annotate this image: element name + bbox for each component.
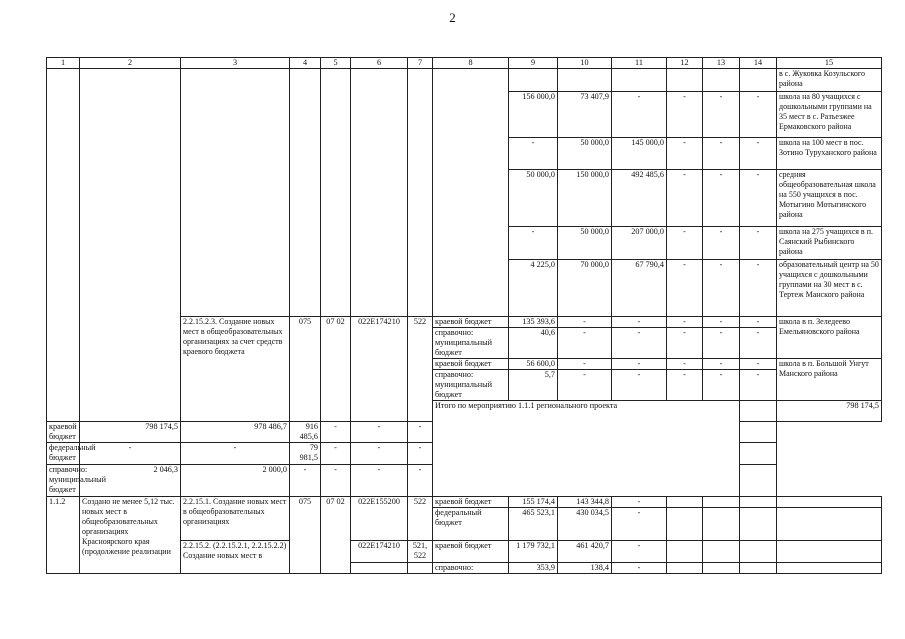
cell-empty — [433, 69, 509, 317]
value-cell: 353,9 — [509, 563, 558, 574]
cell-empty — [777, 563, 882, 574]
code-cell: 075 — [290, 497, 321, 574]
col-header: 8 — [433, 58, 509, 69]
result-cell: школа на 100 мест в пос. Зотино Туруханского района — [777, 138, 882, 170]
value-cell: - — [703, 317, 740, 328]
value-cell: - — [509, 227, 558, 260]
cell-empty — [667, 541, 703, 563]
code-cell: 022Е174210 — [351, 541, 408, 563]
value-cell: - — [509, 138, 558, 170]
value-cell: - — [703, 227, 740, 260]
result-cell: школа в п. Большой Унгут Манского района — [777, 359, 882, 401]
cell-empty — [740, 443, 777, 465]
budget-source: федеральный бюджет — [47, 443, 80, 465]
code-cell: 522 — [408, 317, 433, 422]
value-cell: 4 225,0 — [509, 260, 558, 317]
budget-source: краевой бюджет — [433, 541, 509, 563]
result-cell: школа на 275 учащихся в п. Саянский Рыбинского района — [777, 227, 882, 260]
value-cell: 50 000,0 — [558, 227, 612, 260]
budget-source: справочно: муниципальный бюджет — [433, 370, 509, 401]
cell-empty — [290, 69, 321, 317]
result-cell: школа в п. Зеледеево Емельяновского района — [777, 317, 882, 359]
cell-empty — [703, 497, 740, 508]
value-cell: - — [667, 227, 703, 260]
cell-empty — [703, 563, 740, 574]
code-cell: 075 — [290, 317, 321, 422]
col-header: 13 — [703, 58, 740, 69]
value-cell: - — [740, 227, 777, 260]
item-number: 1.1.2 — [47, 497, 80, 574]
budget-source: краевой бюджет — [433, 359, 509, 370]
value-cell — [667, 69, 703, 92]
budget-source: федеральный бюджет — [433, 508, 509, 541]
col-header: 9 — [509, 58, 558, 69]
value-cell: 207 000,0 — [612, 227, 667, 260]
cell-empty — [777, 497, 882, 508]
budget-source: краевой бюджет — [433, 497, 509, 508]
col-header: 1 — [47, 58, 80, 69]
value-cell: - — [740, 138, 777, 170]
cell-empty — [47, 69, 80, 422]
value-cell: - — [740, 170, 777, 227]
value-cell: - — [321, 465, 351, 497]
result-cell: школа на 80 учащихся с дошкольными группами на 35 мест в с. Разъезжее Ермаковского района — [777, 92, 882, 138]
cell-empty — [667, 563, 703, 574]
value-cell: - — [351, 422, 408, 443]
col-header: 11 — [612, 58, 667, 69]
table-row — [47, 497, 882, 508]
cell-empty — [740, 465, 777, 497]
value-cell: 461 420,7 — [558, 541, 612, 563]
value-cell: - — [321, 422, 351, 443]
value-cell: - — [612, 508, 667, 541]
header-row — [47, 58, 882, 69]
value-cell: 40,6 — [509, 328, 558, 359]
result-cell: образовательный центр на 50 учащихся с дошкольными группами на 30 мест в с. Тертеж Манского района — [777, 260, 882, 317]
value-cell: - — [703, 92, 740, 138]
item-description: Создано не менее 5,12 тыс. новых мест в общеобразовательных организациях Красноярского края (продолжение реализации — [80, 497, 181, 574]
value-cell: - — [740, 317, 777, 328]
value-cell: - — [290, 465, 321, 497]
value-cell: - — [740, 260, 777, 317]
value-cell: - — [703, 170, 740, 227]
value-cell: - — [558, 370, 612, 401]
value-cell: - — [703, 260, 740, 317]
value-cell: - — [558, 328, 612, 359]
cell-empty — [321, 69, 351, 317]
value-cell: - — [612, 497, 667, 508]
value-cell: 2 000,0 — [181, 465, 290, 497]
budget-source: справочно: муниципальный бюджет — [47, 465, 80, 497]
activity-name: 2.2.15.2.3. Создание новых мест в общеобразовательных организациях за счет средств краевого бюджета — [181, 317, 290, 422]
page-number: 2 — [449, 10, 456, 25]
total-label: Итого по мероприятию 1.1.1 регионального проекта — [433, 401, 740, 497]
value-cell: - — [703, 359, 740, 370]
code-cell: 022Е174210 — [351, 317, 408, 422]
col-header: 12 — [667, 58, 703, 69]
value-cell: - — [667, 138, 703, 170]
value-cell: 138,4 — [558, 563, 612, 574]
cell-empty — [667, 508, 703, 541]
value-cell: - — [667, 170, 703, 227]
value-cell: - — [181, 443, 290, 465]
value-cell: - — [667, 92, 703, 138]
budget-source: краевой бюджет — [47, 422, 80, 443]
col-header: 4 — [290, 58, 321, 69]
cell-empty — [408, 563, 433, 574]
cell-empty — [777, 541, 882, 563]
result-cell: средняя общеобразовательная школа на 550 учащихся в пос. Мотыгино Мотыгинского района — [777, 170, 882, 227]
cell-empty — [703, 541, 740, 563]
value-cell: - — [612, 541, 667, 563]
value-cell — [558, 69, 612, 92]
col-header: 15 — [777, 58, 882, 69]
value-cell: 145 000,0 — [612, 138, 667, 170]
code-cell: 07 02 — [321, 497, 351, 574]
value-cell: 5,7 — [509, 370, 558, 401]
value-cell: - — [351, 465, 408, 497]
value-cell — [740, 69, 777, 92]
cell-empty — [740, 497, 777, 508]
value-cell: - — [408, 443, 433, 465]
value-cell: 150 000,0 — [558, 170, 612, 227]
value-cell: 50 000,0 — [558, 138, 612, 170]
value-cell: 492 485,6 — [612, 170, 667, 227]
value-cell: 79 981,5 — [290, 443, 321, 465]
value-cell: - — [558, 359, 612, 370]
budget-source — [740, 401, 777, 422]
col-header: 7 — [408, 58, 433, 69]
value-cell: - — [740, 370, 777, 401]
value-cell: 2 046,3 — [80, 465, 181, 497]
value-cell: 67 790,4 — [612, 260, 667, 317]
col-header: 6 — [351, 58, 408, 69]
value-cell: 143 344,8 — [558, 497, 612, 508]
code-cell: 521, 522 — [408, 541, 433, 563]
value-cell: - — [408, 422, 433, 443]
activity-name: 2.2.15.1. Создание новых мест в общеобразовательных организациях — [181, 497, 290, 541]
cell-empty — [740, 508, 777, 541]
value-cell: - — [703, 370, 740, 401]
cell-empty — [740, 563, 777, 574]
value-cell: - — [612, 328, 667, 359]
cell-empty — [80, 69, 181, 422]
value-cell: 156 000,0 — [509, 92, 558, 138]
value-cell: - — [740, 359, 777, 370]
value-cell: - — [703, 138, 740, 170]
value-cell: - — [667, 328, 703, 359]
value-cell: 1 179 732,1 — [509, 541, 558, 563]
value-cell: 73 407,9 — [558, 92, 612, 138]
value-cell: - — [667, 370, 703, 401]
budget-table — [46, 57, 882, 574]
cell-empty — [740, 541, 777, 563]
value-cell — [612, 69, 667, 92]
budget-source: справочно: муниципальный бюджет — [433, 328, 509, 359]
value-cell: - — [667, 359, 703, 370]
col-header: 2 — [80, 58, 181, 69]
cell-empty — [181, 69, 290, 317]
value-cell: 465 523,1 — [509, 508, 558, 541]
cell-empty — [351, 563, 408, 574]
value-cell: 155 174,4 — [509, 497, 558, 508]
table-row — [47, 69, 882, 92]
code-cell: 022Е155200 — [351, 497, 408, 541]
code-cell: 522 — [408, 497, 433, 541]
cell-empty — [703, 508, 740, 541]
cell-empty — [667, 497, 703, 508]
budget-source: краевой бюджет — [433, 317, 509, 328]
value-cell: - — [321, 443, 351, 465]
value-cell: - — [558, 317, 612, 328]
budget-source: справочно: — [433, 563, 509, 574]
cell-empty — [351, 69, 408, 317]
value-cell: - — [612, 563, 667, 574]
value-cell: 50 000,0 — [509, 170, 558, 227]
value-cell: - — [408, 465, 433, 497]
col-header: 10 — [558, 58, 612, 69]
value-cell: 135 393,6 — [509, 317, 558, 328]
col-header: 3 — [181, 58, 290, 69]
cell-empty — [777, 508, 882, 541]
value-cell: 916 485,6 — [290, 422, 321, 443]
value-cell: - — [612, 359, 667, 370]
col-header: 5 — [321, 58, 351, 69]
value-cell: 430 034,5 — [558, 508, 612, 541]
value-cell: - — [740, 92, 777, 138]
value-cell: 70 000,0 — [558, 260, 612, 317]
value-cell: 798 174,5 — [777, 401, 882, 422]
activity-name: 2.2.15.2. (2.2.15.2.1, 2.2.15.2.2) Создание новых мест в — [181, 541, 290, 574]
value-cell: - — [80, 443, 181, 465]
value-cell: - — [703, 328, 740, 359]
value-cell: - — [740, 328, 777, 359]
result-cell: в с. Жуковка Козульского района — [777, 69, 882, 92]
value-cell — [703, 69, 740, 92]
value-cell: - — [612, 317, 667, 328]
value-cell: - — [667, 260, 703, 317]
cell-empty — [408, 69, 433, 317]
value-cell: 978 486,7 — [181, 422, 290, 443]
col-header: 14 — [740, 58, 777, 69]
value-cell: - — [612, 92, 667, 138]
code-cell: 07 02 — [321, 317, 351, 422]
value-cell: - — [667, 317, 703, 328]
value-cell: - — [351, 443, 408, 465]
value-cell: - — [612, 370, 667, 401]
cell-empty — [740, 422, 777, 443]
value-cell: 798 174,5 — [80, 422, 181, 443]
value-cell: 56 600,0 — [509, 359, 558, 370]
value-cell — [509, 69, 558, 92]
